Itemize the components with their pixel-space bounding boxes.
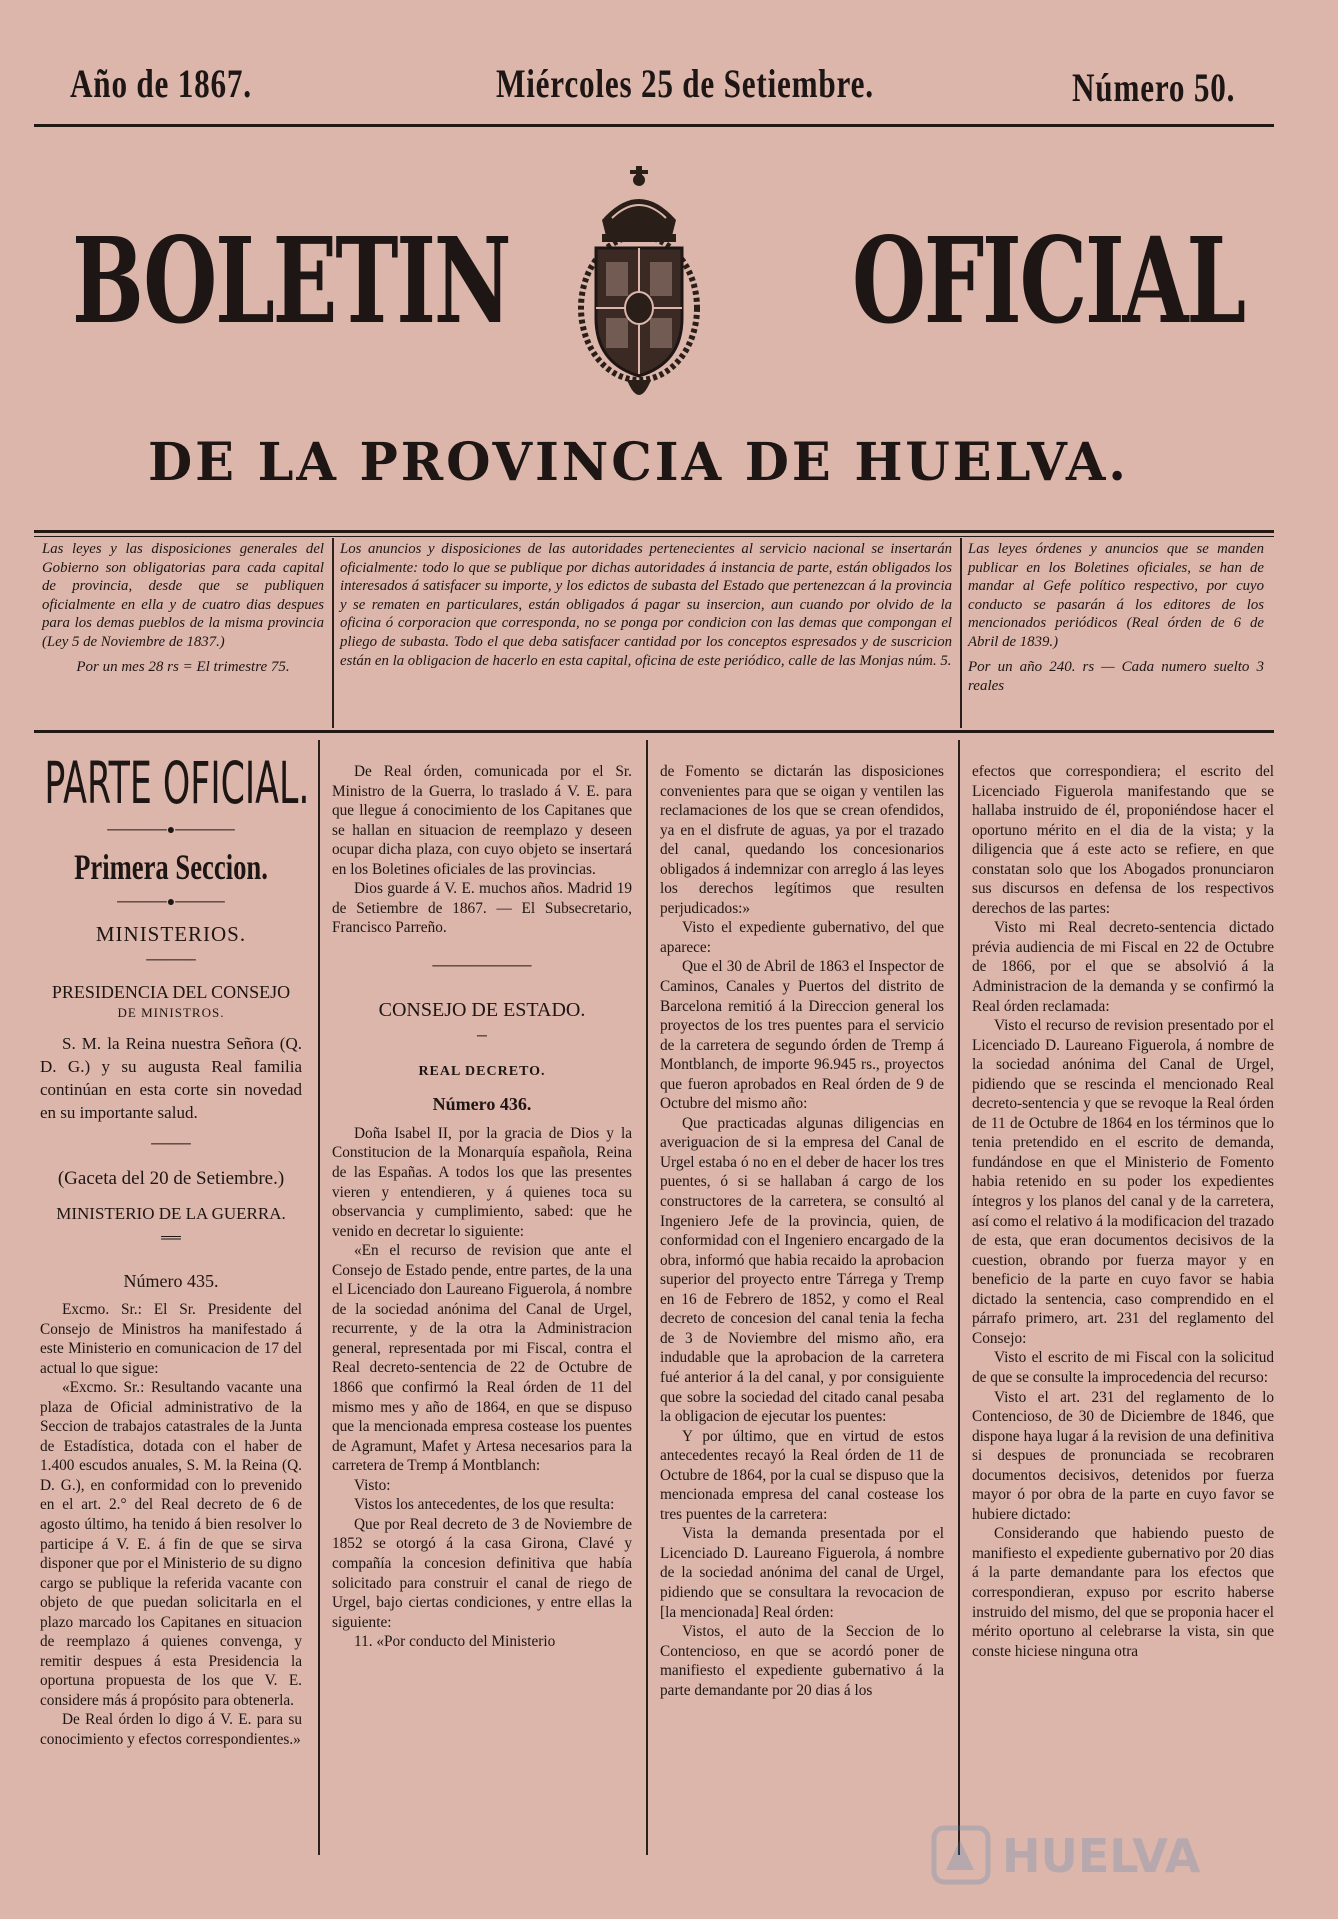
paragraph: Vistos, el auto de la Seccion de lo Contencioso, en que se acordó poner de manifiesto el expediente gubernativo á la parte demandante por 20 dias á los xyxy=(660,1623,944,1699)
paragraph: efectos que correspondiera; el escrito del Licenciado Figuerola manifestando que se hallaba instruido de él, proponiéndose hacer el oportuno mérito en el dia de la vista; y la diligencia que á este acto se refiere, en que constatan solo que los Abogados pronunciaron sus discursos en defensa de los respectivos derechos de las partes: xyxy=(972,763,1274,917)
decreto-heading: REAL DECRETO. xyxy=(418,1063,546,1079)
column-divider xyxy=(646,740,648,1855)
paragraph: Visto el escrito de mi Fiscal con la solicitud de que se consulte la improcedencia del recurso: xyxy=(972,1349,1274,1386)
royal-coat-of-arms-icon xyxy=(572,158,706,412)
paragraph: Que por Real decreto de 3 de Noviembre de 1852 se otorgó á la casa Girona, Clavé y compañía la concesion definitiva que había solicitado para construir el canal de riego de Urgel, bajo ciertas condiciones, y entre ellas la siguiente: xyxy=(332,1515,632,1631)
column-2 xyxy=(332,762,632,1652)
paragraph: «Excmo. Sr.: Resultando vacante una plaza de Oficial administrativo de la Seccion de trabajos catastrales de la Junta de Estadística, dotada con el haber de 1.400 escudos anuales, S. M. la Reina (Q. D. G.), en conformidad con lo prevenido en el art. 2.° del Real decreto de 6 de agosto último, ha tenido á bien resolver lo participe á V. E. á fin de que se sirva disponer que por el Ministerio de su digno cargo se publique la referida vacante con objeto de que puedan solicitarla en el plazo marcado los Capitanes en situacion de reemplazo á quienes convenga, y remitir despues á esta Presidencia la oportuna propuesta de los que V. E. considere más á propósito para obtenerla. xyxy=(40,1379,302,1709)
year-label: Año de 1867. xyxy=(70,61,252,106)
column-3 xyxy=(660,762,944,1700)
paragraph: De Real órden lo digo á V. E. para su conocimiento y efectos correspondientes.» xyxy=(40,1711,302,1749)
ornament-divider: ─────●───── xyxy=(117,895,225,910)
notice-right-text: Las leyes órdenes y anuncios que se manden publicar en los Boletines oficiales, se han de mandar al Gefe político respectivo, por cuyo conducto se pasarán á los editores de los mencionados periódicos (Real órden de 6 de Abril de 1839.) xyxy=(968,541,1264,650)
paragraph: 11. «Por conducto del Ministerio xyxy=(354,1633,556,1651)
issue-number: Número 50. xyxy=(1072,65,1236,110)
notice-left xyxy=(42,540,324,677)
paragraph: Visto el expediente gubernativo, del que aparece: xyxy=(660,919,944,956)
column-4 xyxy=(972,762,1274,1661)
notice-divider-1 xyxy=(332,538,334,728)
notice-middle xyxy=(340,540,952,670)
ornament-divider: ────────── xyxy=(432,958,532,974)
title-left: BOLETIN xyxy=(72,211,510,350)
header-rule xyxy=(34,124,1274,127)
notice-left-text: Las leyes y las disposiciones generales del Gobierno son obligatorias para cada capital de provincia, desde que se publiquen oficialmente en ella y de cuatro dias despues para los demas pueblos de la misma provincia (Ley 5 de Noviembre de 1837.) xyxy=(42,541,324,650)
date-label: Miércoles 25 de Setiembre. xyxy=(496,61,874,106)
ornament-divider: ──── xyxy=(151,1137,191,1152)
paragraph: Visto: xyxy=(354,1476,391,1494)
title-right: OFICIAL xyxy=(852,211,1244,350)
masthead-rule-thin xyxy=(34,536,1274,537)
ministerios-heading: MINISTERIOS. xyxy=(95,922,247,946)
seccion-heading: Primera Seccion. xyxy=(74,847,268,887)
notice-middle-text: Los anuncios y disposiciones de las autoridades pertenecientes al servicio nacional se insertarán oficialmente: todo lo que se publique por dichas autoridades á instancia de parte, están obligados los interesados á satisfacer su importe, y los edictos de subasta del Estado que pertenezcan á la provincia y se rematen en particulares, están obligados á pagar su insercion, aun cuando por olvido de la oficina ó corporacion que corresponda, no se ponga por condicion con las demas que compongan el pliego de subasta. Todo el que deba satisfacer cantidad por los conceptos espresados y de suscricion están en la obligacion de hacerlo en esta capital, oficina de este periódico, calle de las Monjas núm. 5. xyxy=(340,541,952,669)
paragraph: «En el recurso de revision que ante el Consejo de Estado pende, entre partes, de la una el Licenciado don Laureano Figuerola, á nombre de la sociedad anónima del Canal de Urgel, recurrente, y de la otra la Administracion general, representada por mi Fiscal, contra el Real decreto-sentencia de 22 de Octubre de 1866 que confirmó la Real órden de 11 del mismo mes y año de 1864, en que se dispuso que la mencionada empresa costease los puentes de Agramunt, Mafet y Artesa necesarios para la carretera de Tremp á Montblanch: xyxy=(332,1242,632,1475)
notice-divider-2 xyxy=(960,538,962,728)
numero-heading: Número 435. xyxy=(123,1271,219,1291)
parte-oficial-heading: PARTE OFICIAL. xyxy=(44,749,310,817)
paragraph: De Real órden, comunicada por el Sr. Ministro de la Guerra, lo traslado á V. E. para que llegue á conocimiento de los Capitanes que se hallan en situacion de reemplazo y deseen ocupar dicha plaza, con cuyo objeto se insertará en los Boletines oficiales de las provincias. xyxy=(332,763,632,878)
paragraph: Excmo. Sr.: El Sr. Presidente del Consejo de Ministros ha manifestado á este Ministerio en comunicacion de 17 del actual lo que sigue: xyxy=(40,1301,302,1377)
gaceta-note: (Gaceta del 20 de Setiembre.) xyxy=(57,1168,285,1189)
paragraph: Visto el recurso de revision presentado por el Licenciado D. Laureano Figuerola, á nombre de la sociedad anónima del Canal de Urgel, pidiendo que se rescinda el mencionado Real decreto-sentencia y que se revoque la Real órden de 11 de Octubre de 1864 en los términos que lo tenia pretendido en el escrito de demanda, fundándose en que el Ministerio de Fomento habia retenido en su poder los expedientes íntegros y los planos del canal y de la carretera, así como el relativo á la modificacion del trazado de esta, que eran documentos decisivos de la cuestion, obrando por fuerza mayor y en beneficio de la parte en cuyo favor se habia dictado la sentencia, caso comprendido en el párrafo primero, art. 231 del reglamento del Consejo: xyxy=(972,1017,1274,1347)
column-1 xyxy=(40,748,310,1750)
notice-right xyxy=(968,540,1264,696)
paragraph: Vista la demanda presentada por el Licenciado D. Laureano Figuerola, á nombre de la sociedad anónima del canal de Urgel, pidiendo que se consultara la revocacion de [la mencionada] Real órden: xyxy=(660,1525,944,1621)
paragraph: Que practicadas algunas diligencias en averiguacion de si la empresa del Canal de Urgel estaba ó no en el deber de hacer los tres puentes, ó si se hallaban á cargo de los constructores de la carretera, se consultó al Ingeniero Jefe de la provincia, quien, de conformidad con el Ingeniero encargado de la obra, informó que habia recaido la aprobacion superior del proyecto entre Tárrega y Tremp en 16 de Febrero de 1852, y como el Real decreto de concesion del canal tenia la fecha de 3 de Noviembre del mismo año, era indudable que la aprobacion de la carretera fué anterior á la del canal, y por consiguiente que sobre la sociedad del citado canal pesaba la obligacion de ejecutar los puentes: xyxy=(660,1114,944,1426)
ornament-divider: ══ xyxy=(161,1231,181,1246)
presidencia-heading: PRESIDENCIA DEL CONSEJO xyxy=(51,982,291,1002)
paragraph: Que el 30 de Abril de 1863 el Inspector de Caminos, Canales y Puertos del distrito de Barcelona remitió á la Direccion general los proyectos de los tres puentes para el servicio de la carretera de segundo órden de Tremp á Montblanch, de importe 96.945 rs., proyectos que fueron aprobados en Real órden de 9 de Octubre del mismo año: xyxy=(660,958,944,1113)
ornament-divider: ─ xyxy=(477,1028,487,1044)
column-divider xyxy=(958,740,960,1855)
consejo-heading: CONSEJO DE ESTADO. xyxy=(378,998,586,1021)
paragraph: Considerando que habiendo puesto de manifiesto el expediente gubernativo por 20 dias á la parte demandante para los efectos que correspondieran, expuso por escrito haberse instruido del mismo, del que se proponia hacer el mérito oportuno al celebrarse la vista, sin que conste hiciese ninguna otra xyxy=(972,1525,1274,1660)
masthead-rule xyxy=(34,530,1274,533)
archive-logo-icon xyxy=(934,1828,988,1882)
paragraph: S. M. la Reina nuestra Señora (Q. D. G.) y su augusta Real familia continúan en esta corte sin novedad en su importante salud. xyxy=(40,1034,302,1122)
notice-right-price: Por un año 240. rs — Cada numero suelto 3 reales xyxy=(968,658,1264,694)
watermark-text: HUELVA xyxy=(1002,1829,1201,1883)
notice-left-price: Por un mes 28 rs = El trimestre 75. xyxy=(76,658,290,675)
paragraph: Y por último, que en virtud de estos antecedentes recayó la Real órden de 11 de Octubre de 1864, por la cual se dispuso que la mencionada empresa del canal costease los tres puentes de la carretera: xyxy=(660,1427,944,1523)
ornament-divider: ───── xyxy=(146,953,196,968)
paragraph: Vistos los antecedentes, de los que resulta: xyxy=(354,1496,615,1514)
column-divider xyxy=(318,740,320,1855)
ornament-divider: ──────●────── xyxy=(107,823,235,838)
paragraph: Visto el art. 231 del reglamento de lo Contencioso, de 30 de Diciembre de 1846, que dispone haya lugar á la revision de una definitiva si despues de pronunciada se recobraren documentos decisivos, detenidos por fuerza mayor ó por obra de la parte en cuyo favor se hubiere dictado: xyxy=(972,1388,1274,1523)
notices-rule xyxy=(34,730,1274,733)
paragraph: de Fomento se dictarán las disposiciones convenientes para que se oigan y ventilen las reclamaciones de los que se crean ofendidos, ya en el disfrute de aguas, ya por el trazado del canal, quedando los concesionarios obligados á indemnizar con arreglo á las leyes los derechos legítimos que resulten perjudicados:» xyxy=(660,763,944,917)
numero-heading: Número 436. xyxy=(432,1093,532,1114)
subtitle: DE LA PROVINCIA DE HUELVA. xyxy=(148,432,1129,493)
presidencia-subheading: DE MINISTROS. xyxy=(117,1005,225,1020)
archive-watermark xyxy=(930,1820,1250,1890)
paragraph: Dios guarde á V. E. muchos años. Madrid 19 de Setiembre de 1867. — El Subsecretario, Francisco Parreño. xyxy=(332,880,632,937)
paragraph: Visto mi Real decreto-sentencia dictado prévia audiencia de mi Fiscal en 22 de Octubre de 1866, por el que se absolvió á la Administracion de la demanda y se confirmó la Real órden reclamada: xyxy=(972,919,1274,1015)
guerra-heading: MINISTERIO DE LA GUERRA. xyxy=(56,1204,286,1223)
paragraph: Doña Isabel II, por la gracia de Dios y la Constitucion de la Monarquía española, Reina de las Españas. A todos los que las presentes vieren y entendieren, y á quienes toca su observancia y cumplimiento, sabed: que he venido en decretar lo siguiente: xyxy=(332,1124,632,1240)
